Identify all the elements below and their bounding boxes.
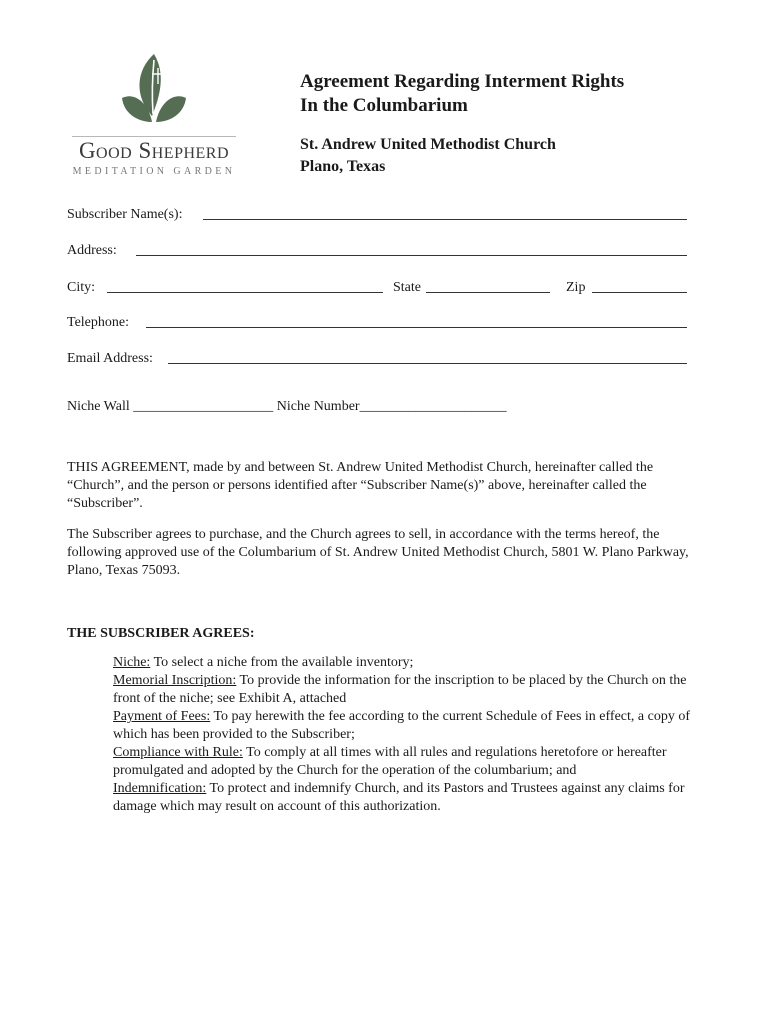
term-label: Payment of Fees: [113,709,211,724]
term-text: To provide the information for the inscription to be placed by the Church on the front of the niche; see Exhibit A, attached [113,673,687,706]
zip-label: Zip [566,280,586,295]
email-field[interactable] [168,363,687,364]
city-label: City: [67,280,96,295]
subscriber-name-label: Subscriber Name(s): [67,207,183,222]
email-label: Email Address: [67,351,153,366]
list-item [113,672,713,708]
leaf-logo-icon [114,52,194,132]
term-label: Memorial Inscription: [113,673,237,688]
logo [66,52,242,180]
term-label: Indemnification: [113,781,207,796]
term-label: Compliance with Rule: [113,745,243,760]
niche-row [67,398,507,416]
document-title [300,70,624,118]
city-field[interactable] [107,292,383,293]
list-item [113,708,713,744]
logo-subtitle: MEDITATION GARDEN [72,166,236,177]
list-item [113,780,713,816]
agreement-terms-list [113,654,713,816]
list-item [113,744,713,780]
agreement-paragraph: THIS AGREEMENT, made by and between St. Andrew United Methodist Church, hereinafter called the “Church”, and the person or persons identified after “Subscriber Name(s)” above, hereinafter called the “Subscriber”. [67,460,654,511]
title-line-1: Agreement Regarding Interment Rights [300,71,625,92]
title-line-2: In the Columbarium [300,95,468,116]
term-label: Niche: [113,655,151,670]
address-field[interactable] [136,255,687,256]
subscriber-agrees-heading: THE SUBSCRIBER AGREES: [67,626,255,641]
church-name: St. Andrew United Methodist Church [300,136,556,153]
term-text: To select a niche from the available inventory; [150,655,414,670]
list-item [113,654,713,672]
telephone-label: Telephone: [67,315,129,330]
purchase-paragraph: The Subscriber agrees to purchase, and the Church agrees to sell, in accordance with the terms hereof, the following approved use of the Columbarium of St. Andrew United Methodist Church, 5801 W. Plano Parkway, Plano, Texas 75093. [67,527,689,578]
niche-wall-label: Niche Wall [67,399,130,414]
subscriber-name-field[interactable] [203,219,687,220]
church-location: Plano, Texas [300,158,386,175]
niche-number-label: Niche Number [276,399,360,414]
church-info [300,134,556,178]
term-text: To comply at all times with all rules and regulations heretofore or hereafter promulgated and adopted by the Church for the operation of the columbarium; and [113,745,667,778]
state-label: State [393,280,421,295]
term-text: To pay herewith the fee according to the current Schedule of Fees in effect, a copy of which has been provided to the Subscriber; [113,709,690,742]
address-label: Address: [67,243,117,258]
state-field[interactable] [426,292,550,293]
zip-field[interactable] [592,292,687,293]
term-text: To protect and indemnify Church, and its Pastors and Trustees against any claims for damage which may result on account of this authorization. [113,781,685,814]
niche-number-field[interactable]: _____________________ [359,399,507,414]
logo-divider [72,136,236,137]
niche-wall-field[interactable]: ____________________ [133,399,274,414]
logo-name: Good Shepherd [78,138,230,163]
telephone-field[interactable] [146,327,687,328]
